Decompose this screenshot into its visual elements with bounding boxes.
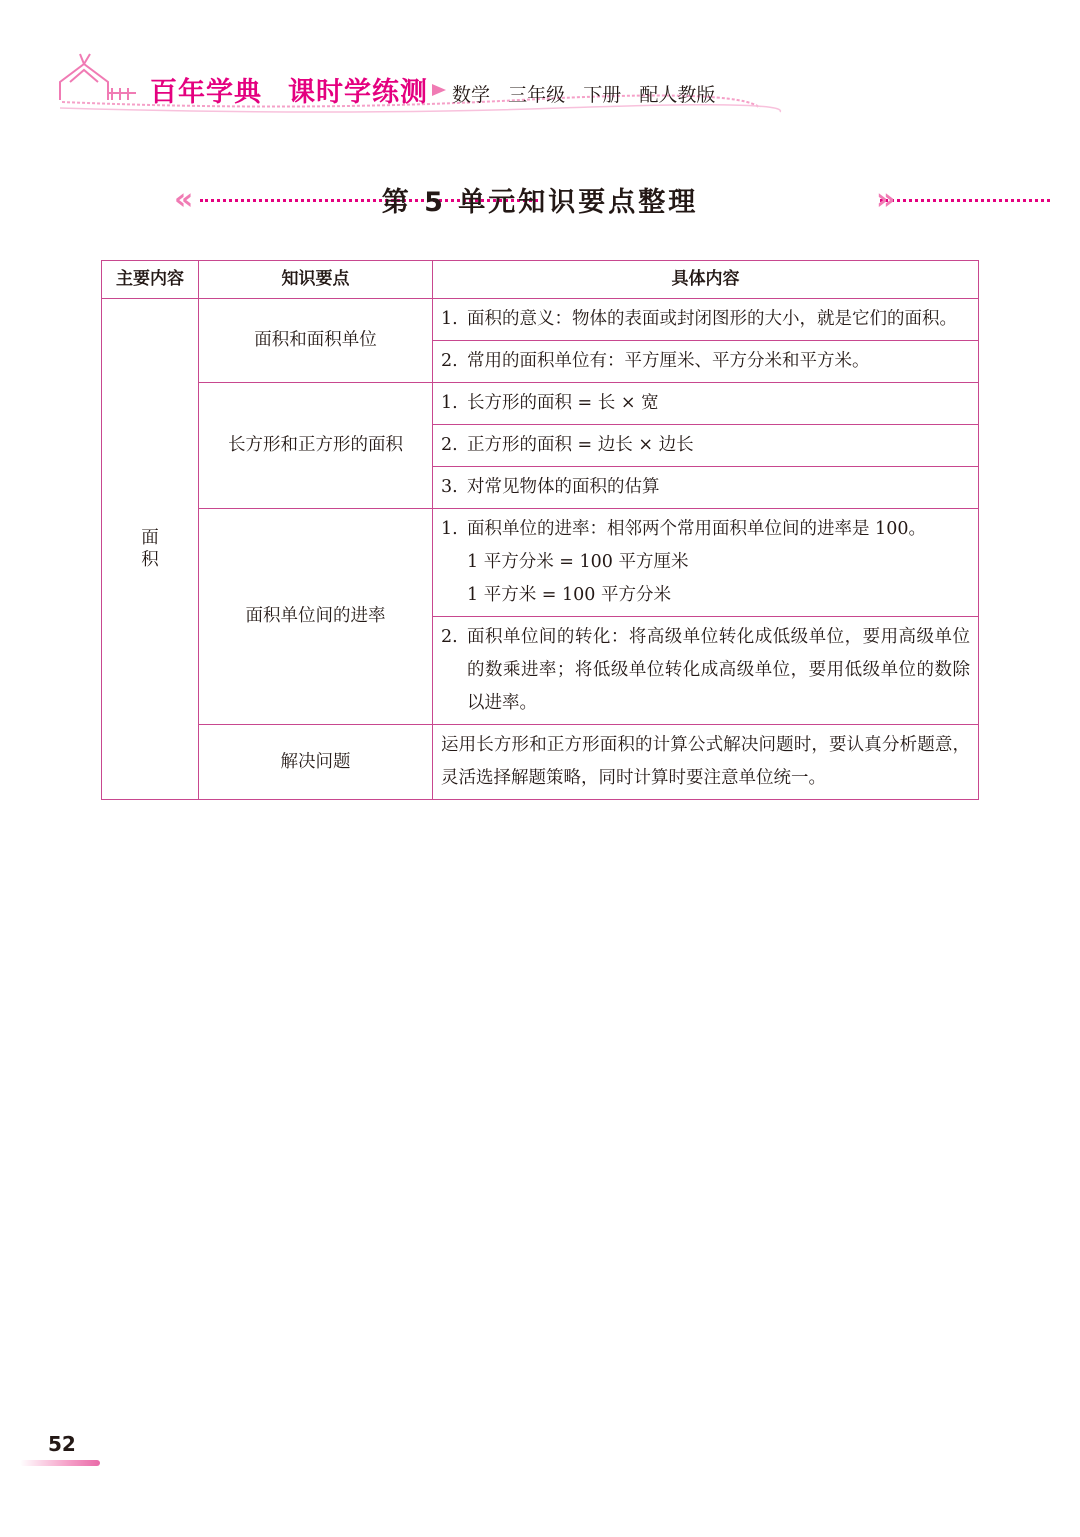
brand-primary: 百年学典 xyxy=(150,77,262,108)
detail-cell xyxy=(433,725,979,800)
item-number: 2. xyxy=(441,627,458,647)
grade-label: 三年级 xyxy=(508,84,566,106)
knowledge-point: 面积和面积单位 xyxy=(199,299,433,383)
item-number: 2. xyxy=(441,435,458,455)
column-header: 知识要点 xyxy=(199,261,433,299)
item-text: 对常见物体的面积的估算 xyxy=(467,477,660,497)
item-text: 常用的面积单位有：平方厘米、平方分米和平方米。 xyxy=(467,351,870,371)
item-text: 面积的意义：物体的表面或封闭图形的大小，就是它们的面积。 xyxy=(467,309,957,329)
detail-cell xyxy=(433,341,979,383)
double-chevron-right-icon: » xyxy=(876,182,896,217)
brand-secondary: 课时学练测 xyxy=(288,77,428,108)
item-number: 3. xyxy=(441,477,458,497)
knowledge-point: 面积单位间的进率 xyxy=(199,509,433,725)
table-row xyxy=(102,509,979,617)
detail-cell xyxy=(433,467,979,509)
table-header-row xyxy=(102,261,979,299)
detail-cell xyxy=(433,299,979,341)
category-cell xyxy=(102,299,199,800)
volume-label: 下册 xyxy=(583,84,622,106)
section-title: 第 5 单元知识要点整理 xyxy=(381,187,699,218)
dotted-divider-right xyxy=(880,199,1050,202)
item-text: 运用长方形和正方形面积的计算公式解决问题时，要认真分析题意，灵活选择解题策略，同时计算时要注意单位统一。 xyxy=(441,735,970,788)
item-text: 长方形的面积 = 长 × 宽 xyxy=(467,393,659,413)
item-number: 1. xyxy=(441,519,458,539)
item-number: 2. xyxy=(441,351,458,371)
detail-cell xyxy=(433,509,979,617)
subject-label: 数学 xyxy=(452,84,491,106)
column-header: 主要内容 xyxy=(102,261,199,299)
item-text: 面积单位的进率：相邻两个常用面积单位间的进率是 100。 xyxy=(467,519,926,539)
table-row xyxy=(102,299,979,341)
section-title-bar xyxy=(170,180,910,220)
page-header xyxy=(0,0,1080,130)
item-text: 面积单位间的转化：将高级单位转化成低级单位，要用高级单位的数乘进率；将低级单位转化成高级单位，要用低级单位的数除以进率。 xyxy=(467,627,970,713)
header-decoration-icon xyxy=(0,0,1080,130)
double-chevron-left-icon: « xyxy=(174,182,194,217)
detail-cell xyxy=(433,425,979,467)
item-number: 1. xyxy=(441,309,458,329)
column-header: 具体内容 xyxy=(433,261,979,299)
sub-item-text: 1 平方分米 = 100 平方厘米 xyxy=(467,552,689,572)
category-char: 面 xyxy=(141,528,159,548)
page-number-bar xyxy=(20,1460,100,1466)
detail-cell xyxy=(433,617,979,725)
item-number: 1. xyxy=(441,393,458,413)
page-number: 52 xyxy=(48,1432,76,1456)
detail-cell xyxy=(433,383,979,425)
knowledge-point: 解决问题 xyxy=(199,725,433,800)
table-row xyxy=(102,725,979,800)
table-row xyxy=(102,383,979,425)
knowledge-table xyxy=(101,260,979,800)
knowledge-point: 长方形和正方形的面积 xyxy=(199,383,433,509)
edition-label: 配人教版 xyxy=(639,84,716,106)
book-info xyxy=(452,80,715,107)
sub-item-text: 1 平方米 = 100 平方分米 xyxy=(467,585,671,605)
category-char: 积 xyxy=(141,550,159,570)
item-text: 正方形的面积 = 边长 × 边长 xyxy=(467,435,694,455)
